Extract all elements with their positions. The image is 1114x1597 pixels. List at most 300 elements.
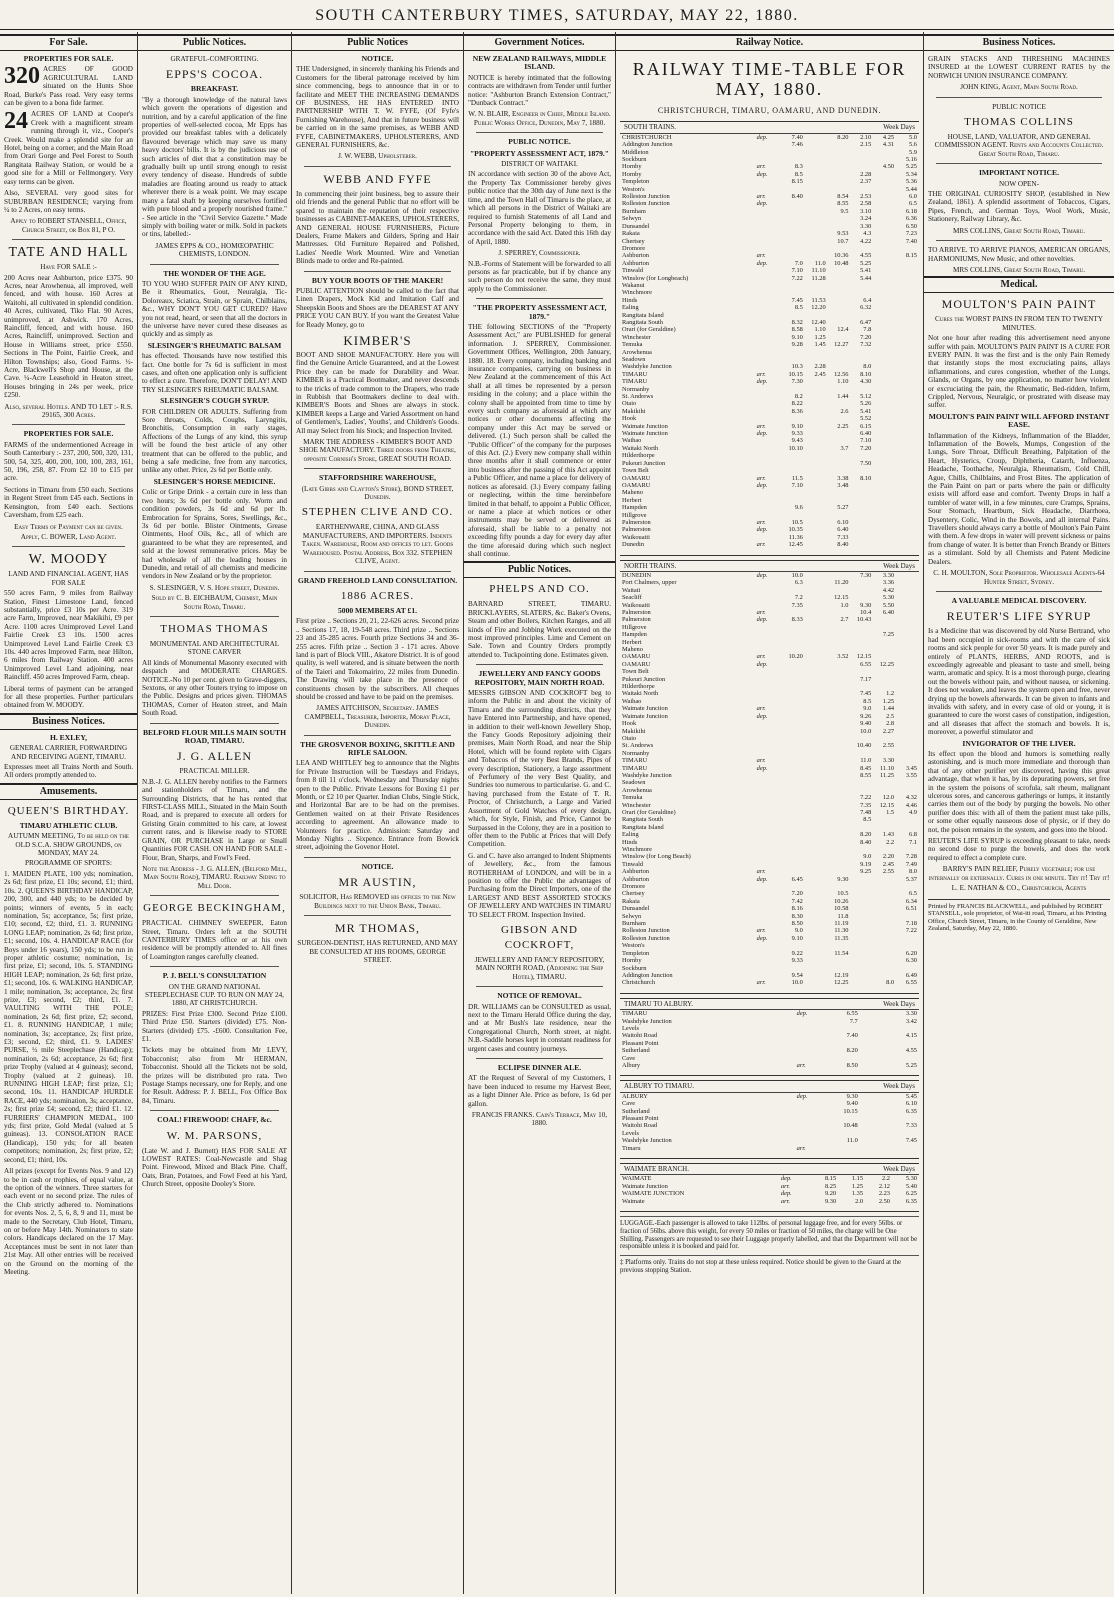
station-name: Hornby [622, 170, 642, 178]
train-time [782, 245, 805, 252]
train-time [828, 965, 851, 972]
timetable-row [620, 163, 919, 170]
train-time [828, 883, 851, 890]
train-time [873, 230, 896, 237]
train-time: 5.36 [905, 178, 917, 186]
section-header: Business Notices. [924, 34, 1114, 51]
timetable-row [620, 289, 919, 296]
ad-text: FARMS of the undermentioned Acreage in South Canterbury :- 237, 200, 500, 320, 131, 500, 54, 325, 400, 200, 100, 100, 283, 161, 50, 196, 258, 87. From £2 10 to £15 per acre. [4, 440, 133, 483]
timetable-row [620, 802, 919, 809]
train-time [805, 920, 828, 927]
train-time: 2.10 [860, 133, 872, 141]
train-time [782, 661, 805, 668]
train-time [896, 445, 919, 452]
timetable-row [620, 853, 919, 860]
arr-dep [755, 905, 782, 912]
train-time: 8.40 [837, 541, 849, 549]
train-time [873, 639, 896, 646]
train-time [896, 489, 919, 496]
timetable-row [620, 661, 919, 668]
ad-text: N.B.-Forms of Statement will be forwarded to all persons as far practicable, but if by chance any such person do not receive the same, they must apply to the Commissioner. [468, 259, 611, 293]
train-time [850, 594, 873, 601]
divider [476, 132, 603, 133]
timetable-row [620, 935, 919, 942]
timetable-row [620, 1047, 919, 1054]
arr-dep [755, 816, 782, 823]
train-time: 6.45 [791, 875, 803, 883]
train-time [850, 646, 873, 653]
station-name: Winchester [622, 333, 651, 341]
train-time [782, 720, 805, 727]
timetable-row [620, 705, 919, 712]
station-name: Rolleston Junction [622, 193, 670, 201]
ad-sign: JOHN KING, Agent, Main South Road. [960, 83, 1078, 92]
ad-subtitle: NOW OPEN- [999, 179, 1039, 188]
train-time: 8.5 [794, 170, 803, 178]
timetable-row [620, 297, 919, 304]
train-time [850, 356, 873, 363]
train-time [873, 950, 896, 957]
arr-dep [755, 230, 782, 237]
train-time [873, 965, 896, 972]
train-time [850, 579, 873, 586]
train-time: 3.30 [860, 222, 872, 230]
train-time: 11.54 [834, 949, 849, 957]
timetable-header [620, 999, 919, 1010]
ad-title: H. EXLEY, [49, 732, 88, 742]
timetable-row [620, 1040, 919, 1047]
train-time [860, 1093, 890, 1100]
arr-dep [755, 156, 782, 163]
ad-text: First prize .. Sections 20, 21, 22-626 acres. Second prize .. Sections 17, 18, 19-548 acres. Third prize .. Sections 23 and 35-285 acres. Fourth prize Sections 34 and 36-255 acres. Fifth prize .. Section 3 - 171 acres. Above land is part of Block VIII., Akatore District. It is of good quality, is well watered, and is situate between the north of the Taieri and Tokomairiro, 22 miles from Dunedin. The Drawing will take place in the presence of constituents chosen by the subscribers. All cheques should be crossed and have to be paid on the premises. [296, 617, 459, 701]
timetable-row [620, 735, 919, 742]
train-time: 7.50 [860, 459, 872, 467]
train-time: 11.0 [846, 1137, 858, 1145]
arr-dep [755, 141, 782, 148]
train-time: 6.55 [846, 1010, 858, 1018]
train-time [828, 437, 851, 444]
train-time [828, 676, 851, 683]
train-time: 10.3 [791, 363, 803, 371]
train-time: 6.30 [905, 957, 917, 965]
train-time [896, 452, 919, 459]
train-time [805, 349, 828, 356]
ad-title: PROPERTIES FOR SALE. [23, 54, 114, 63]
station-name: Dunsandel [622, 905, 650, 913]
train-time: 11.8 [837, 912, 849, 920]
train-time: 1.44 [837, 393, 849, 401]
train-time [850, 163, 873, 170]
train-time [828, 668, 851, 675]
train-time: 3.48 [837, 481, 849, 489]
train-time: 12.15 [834, 594, 849, 602]
station-name: Waihao [622, 437, 642, 445]
station-name: Winslow (for Longbeach) [622, 274, 689, 282]
train-time: 7.49 [905, 860, 917, 868]
train-time [805, 594, 828, 601]
timetable-row [620, 526, 919, 533]
timetable-header [620, 561, 919, 572]
station-name: Hook [622, 720, 637, 728]
train-time [896, 312, 919, 319]
station-name: Ashburton [622, 868, 649, 876]
train-time [805, 765, 828, 772]
section-header: For Sale. [0, 34, 137, 51]
station-name: Waitohi Road [622, 1122, 658, 1130]
train-time: 8.20 [837, 133, 849, 141]
train-time [889, 1145, 919, 1152]
train-time [805, 534, 828, 541]
north-trains-table [620, 572, 919, 987]
train-time [828, 772, 851, 779]
train-time [805, 794, 828, 801]
train-time [805, 720, 828, 727]
train-time [782, 728, 805, 735]
train-time: 8.3 [794, 163, 803, 171]
train-time: 8.30 [791, 912, 803, 920]
train-time [805, 883, 828, 890]
timetable-row [620, 957, 919, 964]
train-time: 10.48 [834, 259, 849, 267]
ad-text: TO YOU WHO SUFFER PAIN OF ANY KIND, Be it Rheumatics, Gout, Neuralgia, Tic-Doloreaux, Sciatica, Strain, or Sprain, Chilblains, &c., WHY DON'T YOU GET CURED? Have you not read, heard, or seen that all the doctors in the universe have never cured these diseases as quickly and as simply as [142, 279, 287, 339]
train-time: 7.22 [791, 274, 803, 282]
ad-sign: W. N. BLAIR, Engineer in Chief, Middle Island. Public Works Office, Dunedin, May 7, 1880. [468, 110, 611, 127]
arr-dep [755, 631, 782, 638]
train-time [805, 950, 828, 957]
station-name: Templeton [622, 949, 650, 957]
train-time [828, 720, 851, 727]
arr-dep [755, 950, 782, 957]
timetable-row [620, 1198, 919, 1205]
train-time: 11.28 [811, 274, 826, 282]
train-time [805, 690, 828, 697]
train-time: 10.48 [843, 1122, 858, 1130]
train-time [805, 572, 828, 579]
train-time [805, 149, 828, 156]
ad-sign: MRS COLLINS, Great South Road, Timaru. [952, 226, 1086, 235]
arr-dep: arr. [756, 193, 766, 201]
train-time [850, 519, 873, 526]
ad-text: PUBLIC ATTENTION should be called to the fact that Linen Drapers, Mock Kid and Imitation Calf and Sheepskin Boots and Shoes are the DEAREST AT ANY PRICE YOU CAN BUY. If you want the Greatest Value for Ready Money, go to [296, 286, 459, 329]
ad-text: BARNARD STREET, TIMARU. BRICKLAYERS, SLATERS, &c. Baker's Ovens, Steam and other Boilers, Kitchen Ranges, and all kinds of Fire and Jobbing Work executed on the most improved principles. Lime and Cement on Sale. Town and Country Orders promptly attended to. Tuckpointing done. Estimates given. [468, 600, 611, 659]
timetable-row [620, 341, 919, 348]
station-name: Selwyn [622, 215, 642, 223]
train-time: 7.45 [860, 690, 872, 698]
arr-dep [755, 831, 782, 838]
train-time [896, 512, 919, 519]
train-time [860, 1047, 890, 1054]
arr-dep [795, 1137, 831, 1144]
timetable-row [620, 765, 919, 772]
train-time [805, 415, 828, 422]
train-time [805, 824, 828, 831]
train-time [873, 349, 896, 356]
train-time: 8.5 [794, 304, 803, 312]
timetable-row [620, 408, 919, 415]
albury-table [620, 1010, 919, 1069]
ad-subtitle: PROGRAMME OF SPORTS: [24, 859, 113, 868]
ad-sign: MRS COLLINS, Great South Road, Timaru. [952, 265, 1086, 274]
train-time [896, 363, 919, 370]
train-time: 12.27 [834, 341, 849, 349]
timetable-row [620, 905, 919, 912]
train-time: 1.25 [851, 1182, 864, 1190]
timetable-row [620, 631, 919, 638]
station-name: TIMARU [622, 378, 648, 386]
train-time: 9.30 [824, 1197, 837, 1205]
train-time: 3.30 [905, 1010, 917, 1018]
train-time [828, 460, 851, 467]
train-time [828, 846, 851, 853]
train-time [828, 223, 851, 230]
train-time [782, 282, 805, 289]
ad-subtitle: INVIGORATOR OF THE LIVER. [962, 738, 1076, 748]
timetable-header [620, 1081, 919, 1092]
train-time: 2.25 [837, 422, 849, 430]
train-time [873, 920, 896, 927]
timetable-row [620, 230, 919, 237]
timetable-row [620, 950, 919, 957]
ad-text: THE Undersigned, in sincerely thanking his Friends and Customers for the liberal patronage received by him since commencing, begs to announce that in or to facilitate and MEET THE INCREASING DEMANDS OF BUSINESS, HE HAS ENTERED INTO PARTNERSHIP WITH T. W. FYFE, (Of Fyfe's Furnishing Warehouse), And that in future business will be carried on in the same premises, as WEBB AND FYFE, CABINETMAKERS, UPHOLSTERERS, AND GENERAL FURNISHERS, &c. [296, 65, 459, 150]
station-name: Normanby [622, 749, 650, 757]
arr-dep: arr. [780, 1182, 790, 1190]
timetable-row [620, 1130, 919, 1137]
train-time: 11.35 [834, 934, 849, 942]
ad-text: THE following SECTIONS of the "Property Assessment Act," are PUBLISHED for general information. J. SPERREY, Commissioner. Government Offices, Wellington, 20th January, 1880. 18. Every company, including banking and insurance companies, carrying on business in New Zealand at the commencement of this Act shall at all times be represented by a person residing in the colony; and a place within the colony shall be appointed from time to time by every such company as aforesaid at which any notices or other documents affecting the company under this Act may be served or delivered. (1.) Such person shall be called the "Public Officer" of the company for the purposes of this Act. (2.) Every new company shall within three months after it shall commence or enter into business after the passing of this Act appoint a Public Officer, and name a place for delivery of notices as aforesaid. (3.) Every company failing or neglecting, within the time hereinbefore limited in that behalf, to appoint a Public Officer, or name a place at which notices or other instruments may be served or delivered as aforesaid, shall be liable to a penalty not exceeding fifty pounds a day for every day after the time aforesaid during which such neglect shall continue. [468, 322, 611, 558]
train-time: 5.44 [905, 185, 917, 193]
masthead [0, 0, 1114, 30]
train-time [828, 452, 851, 459]
train-time [850, 957, 873, 964]
train-time: 2.45 [814, 370, 826, 378]
station-name: Waimate Junction [622, 430, 668, 438]
station-name: TIMARU [622, 764, 648, 772]
train-time: 10.36 [834, 252, 849, 260]
ad-text: G. and C. have also arranged to Indent Shipments of Jewellery, &c., from the famous ROTHERHAM of LONDON, and will be in a position to offer the Public the advantages of Purchasing from the Direct Importers, one of the LARGEST AND BEST ASSORTED STOCKS OF JEWELLERY AND WATCHES IN TIMARU TO SELECT FROM. Inspection Invited. [468, 851, 612, 919]
train-time [782, 698, 805, 705]
train-time [873, 883, 896, 890]
timetable-row [620, 1018, 919, 1025]
timetable-row [620, 489, 919, 496]
arr-dep: dep. [756, 526, 768, 534]
train-time [873, 282, 896, 289]
train-time [782, 386, 805, 393]
timetable-row [620, 794, 919, 801]
station-name: Dunedin [622, 541, 645, 549]
train-time [896, 260, 919, 267]
train-time: 1.10 [814, 326, 826, 334]
station-name: Tinwald [622, 267, 644, 275]
train-time [828, 267, 851, 274]
ad-text: Also, SEVERAL very good sites for SUBURBAN RESIDENCE; varying from ¼ to 2 Acres, on easy terms. [4, 189, 133, 214]
train-time [873, 400, 896, 407]
timetable-row [620, 1175, 919, 1182]
train-time [830, 1055, 860, 1062]
arr-dep [755, 824, 782, 831]
train-time [805, 587, 828, 594]
station-name: Hilderthorpe [622, 452, 655, 460]
train-time: 9.20 [824, 1190, 837, 1198]
timetable-row [620, 1190, 919, 1197]
train-time [805, 423, 828, 430]
train-time [805, 252, 828, 259]
train-time: 7.20 [860, 444, 872, 452]
train-time [805, 504, 828, 511]
ad-title: BUY YOUR BOOTS OF THE MAKER! [311, 275, 444, 285]
train-time: 6.35 [905, 1197, 917, 1205]
train-time: 8.15 [905, 252, 917, 260]
train-time: 7.45 [791, 296, 803, 304]
train-time [805, 927, 828, 934]
train-time [782, 200, 805, 207]
train-time: 7.32 [860, 341, 872, 349]
station-name: Waitaki North [622, 690, 659, 698]
divider [304, 271, 451, 272]
divider [304, 915, 451, 916]
divider [476, 664, 603, 665]
station-name: Hampden [622, 504, 647, 512]
station-name: Orari (for Geraldine) [622, 326, 676, 334]
ad-text: (Late Gibbs and Clayton's Store), BOND STREET, Dunedin. [301, 484, 454, 502]
train-time: 4.25 [882, 133, 895, 141]
ad-text: Its effect upon the blood and humors is something really astonishing, and is much more immediate and thorough than that of any other purifier yet discovered, having this great advantage, that when it has, by its depurating powers, set free in the system the poisons of scrofula, salt rheum, malignant ulcerous sores, and cancerous gatherings or lumps, it instantly carries them out of the body by purging the bowels. No other purifier does this: with all of them the patient must take pills, or some other equally nauseous dose of physic, or if they do not, the poison remains in the system, and goes into the blood. [928, 750, 1110, 834]
arr-dep [755, 282, 782, 289]
arr-dep: arr. [756, 757, 766, 765]
train-time [896, 467, 919, 474]
train-time: 12.56 [834, 370, 849, 378]
ad-text: All kinds of Monumental Masonry executed with despatch and MODERATE CHARGES. NOTICE.-No 10 per cent. given to Grave-diggers, Sextons, or any other Touters trying to impose on the Public. Designs and prices given. THOMAS THOMAS, Corner of Heaton street, and Main South Road. [142, 658, 287, 718]
station-name: WAIMATE JUNCTION [622, 1190, 685, 1198]
train-time: 9.40 [860, 720, 872, 728]
ad-sign: Apply, C. BOWER, Land Agent. [20, 532, 117, 541]
timetable-row [620, 809, 919, 816]
arr-dep [755, 809, 782, 816]
timetable-row [620, 363, 919, 370]
ad-text: PRIZES: First Prize £300. Second Prize £100. Third Prize £50. Starters (divided) £75. Non-Starters (divided) £75. -£600. Consultation Fee, £1. [142, 1009, 287, 1043]
train-time [873, 415, 896, 422]
train-time [828, 275, 851, 282]
train-time [873, 223, 896, 230]
timetable-row [620, 452, 919, 459]
ad-text: ON THE GRAND NATIONAL STEEPLECHASE CUP. TO RUN ON MAY 24, 1880, AT CHRISTCHURCH. [145, 982, 284, 1008]
train-time: 5.26 [860, 400, 872, 408]
train-time: 10.15 [788, 370, 803, 378]
train-time [850, 312, 873, 319]
train-time [782, 676, 805, 683]
timetable-row [620, 779, 919, 786]
train-time [850, 467, 873, 474]
station-name: CHRISTCHURCH [622, 133, 672, 141]
train-time: 11.0 [814, 259, 826, 267]
train-time: 3.30 [882, 757, 895, 765]
timetable-row [620, 757, 919, 764]
train-time [805, 831, 828, 838]
ad-subtitle: PRACTICAL MILLER. [179, 767, 250, 776]
train-time [805, 646, 828, 653]
train-time [805, 386, 828, 393]
timetable-row [620, 742, 919, 749]
train-time [896, 482, 919, 489]
train-time: 10.40 [856, 742, 872, 750]
train-time [850, 965, 873, 972]
train-time [850, 156, 873, 163]
ad-text: SURGEON-DENTIST, HAS RETURNED, AND MAY BE CONSULTED AT HIS ROOMS, GEORGE STREET. [297, 939, 458, 964]
train-time [782, 312, 805, 319]
timetable-row [620, 690, 919, 697]
train-time [896, 519, 919, 526]
station-name: Washdyke Junction [622, 363, 672, 371]
train-time [860, 1145, 890, 1152]
station-name: Rolleston Junction [622, 927, 670, 935]
arr-dep: dep. [780, 1175, 792, 1183]
train-time [805, 853, 828, 860]
train-time [828, 735, 851, 742]
train-time [830, 1115, 860, 1122]
train-time: 5.25 [905, 163, 917, 171]
timetable-row [620, 676, 919, 683]
station-name: Seadown [622, 356, 646, 363]
train-time: 4.50 [882, 163, 895, 171]
ad-number: 24 [4, 108, 28, 135]
station-name: OAMARU [622, 474, 651, 482]
train-time [873, 371, 896, 378]
train-time: 4.31 [882, 141, 895, 149]
train-time [782, 742, 805, 749]
train-time [850, 735, 873, 742]
train-time: 6.4 [863, 296, 872, 304]
train-time: 5.0 [909, 133, 917, 141]
train-time [828, 765, 851, 772]
divider [304, 468, 451, 469]
station-name: Washdyke Junction [622, 1017, 672, 1025]
train-time [805, 742, 828, 749]
train-time [805, 639, 828, 646]
train-time: 6.40 [882, 609, 895, 616]
train-time: 10.26 [834, 897, 849, 905]
train-time [805, 876, 828, 883]
train-time [805, 238, 828, 245]
train-time: 7.30 [860, 571, 872, 579]
train-time [782, 356, 805, 363]
timetable-row [620, 260, 919, 267]
station-name: Pleasant Point [622, 1039, 659, 1047]
train-time: 8.40 [860, 838, 872, 846]
timetable-row [620, 326, 919, 333]
train-time [873, 541, 896, 548]
ad-text: In commencing their joint business, beg to assure their old friends and the general Public that no effort will be spared to maintain the reputation of their respective businesses as CABINET-MAKERS, UPHOLSTERERS, AND GENERAL HOUSE FURNISHERS, Picture Dealers, Frame Makers and Gilders, Spring and Hair Mattresses. Old Furniture Repaired and Polished, Ladies' Needle Work Mounted. Wire and Venetian Blinds made to order and Re-painted. [296, 189, 459, 266]
arr-dep [755, 208, 782, 215]
train-time [873, 275, 896, 282]
timetable-row [620, 371, 919, 378]
ad-text: ACRES OF GOOD AGRICULTURAL LAND situated on the Hunts Shoe Road, Burke's Pass road. Very easy terms can be given to a bona fide farmer. [4, 65, 133, 108]
train-time [873, 497, 896, 504]
station-name: Herbert [622, 638, 642, 646]
station-name: Hillgrove [622, 511, 647, 519]
train-time [828, 942, 851, 949]
timetable-row [620, 587, 919, 594]
train-time: 8.55 [837, 200, 849, 208]
train-time [805, 602, 828, 609]
train-time: 10.7 [837, 237, 849, 245]
train-time: 3.10 [860, 207, 872, 215]
ad-text: REUTER'S LIFE SYRUP is exceeding pleasant to take, needs no second dose to purge the bowels, and does the work required to effect a complete cure. [928, 837, 1110, 862]
section-header: Government Notices. [464, 34, 615, 51]
ad-title: W. M. PARSONS, [166, 1129, 263, 1142]
station-name: Cave [622, 1100, 636, 1108]
station-name: Hinds [622, 296, 638, 304]
ad-sign: JAMES AITCHISON, Secretary. JAMES CAMPBELL, Treasurer, Importer, Moray Place, Dunedin. [304, 704, 451, 730]
train-time [828, 386, 851, 393]
